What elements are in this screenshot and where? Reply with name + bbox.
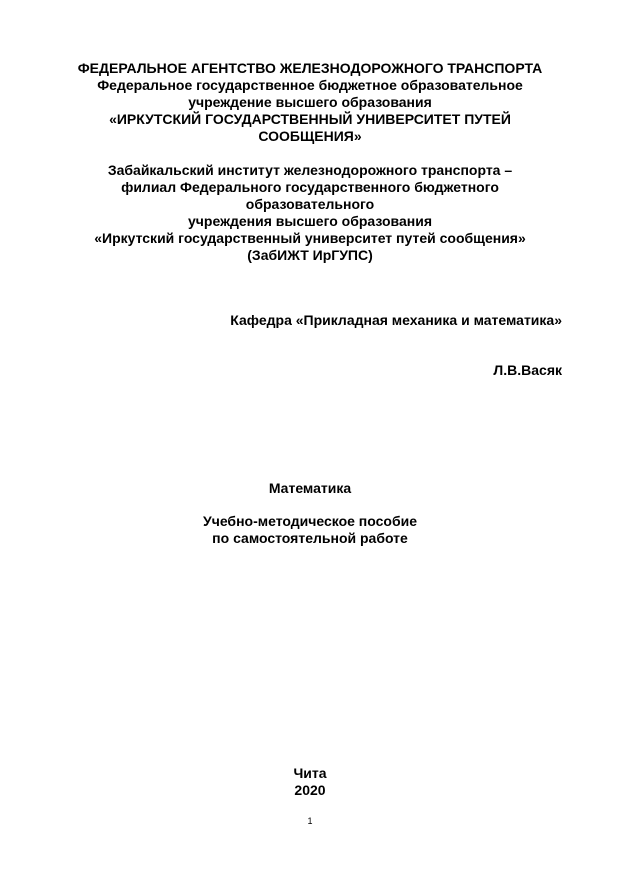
city-year bbox=[40, 765, 580, 799]
document-type bbox=[40, 513, 580, 547]
institute-line: филиал Федерального государственного бюджетного bbox=[121, 179, 499, 195]
doc-type-line: Учебно-методическое пособие bbox=[202, 513, 417, 529]
institute-block bbox=[40, 162, 580, 264]
page-number: 1 bbox=[307, 816, 313, 826]
subject-title bbox=[40, 480, 580, 497]
institute-line: учреждения высшего образования bbox=[188, 213, 432, 229]
year: 2020 bbox=[294, 782, 326, 798]
institute-line: «Иркутский государственный университет путей сообщения» bbox=[94, 230, 526, 246]
header-line: СООБЩЕНИЯ» bbox=[258, 128, 362, 144]
agency-header bbox=[40, 60, 580, 145]
institute-line: Забайкальский институт железнодорожного транспорта – bbox=[107, 162, 513, 178]
city: Чита bbox=[293, 765, 327, 781]
header-line: «ИРКУТСКИЙ ГОСУДАРСТВЕННЫЙ УНИВЕРСИТЕТ ПУТЕЙ bbox=[109, 111, 511, 127]
doc-type-line: по самостоятельной работе bbox=[212, 530, 408, 546]
institute-line: образовательного bbox=[245, 196, 375, 212]
subject-line: Математика bbox=[268, 480, 352, 496]
header-line: ФЕДЕРАЛЬНОЕ АГЕНТСТВО ЖЕЛЕЗНОДОРОЖНОГО ТРАНСПОРТА bbox=[77, 60, 543, 76]
institute-line: (ЗабИЖТ ИрГУПС) bbox=[247, 247, 373, 263]
department-name: Кафедра «Прикладная механика и математика» bbox=[230, 312, 562, 328]
author-name: Л.В.Васяк bbox=[493, 362, 562, 378]
header-line: учреждение высшего образования bbox=[188, 94, 432, 110]
header-line: Федеральное государственное бюджетное образовательное bbox=[97, 77, 523, 93]
